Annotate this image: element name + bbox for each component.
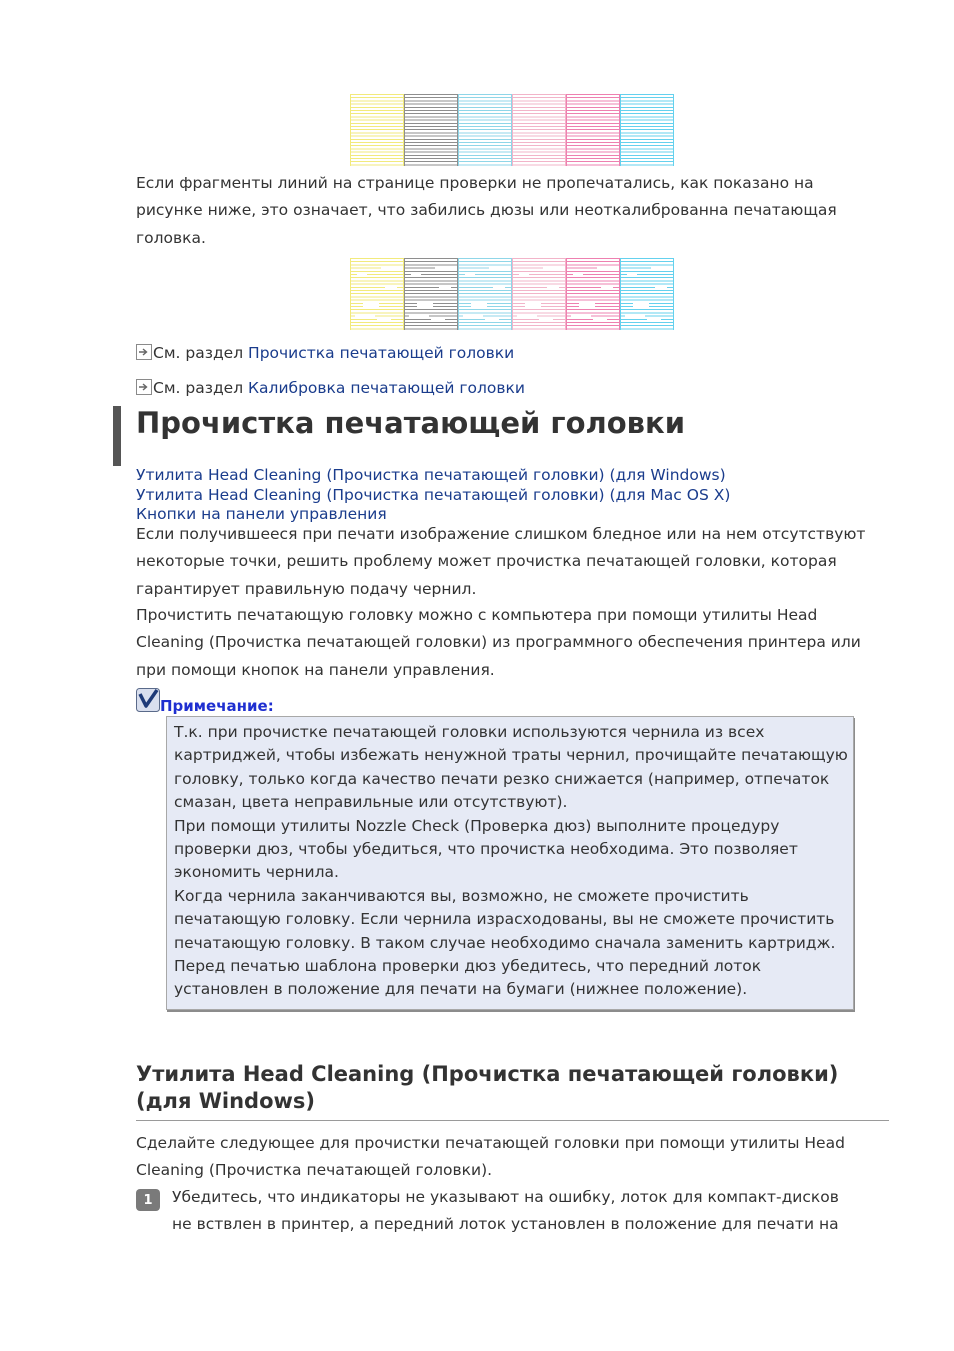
missing-segment <box>525 302 541 308</box>
missing-segment <box>357 272 367 276</box>
missing-segment <box>597 266 619 271</box>
xref-head-alignment <box>136 379 836 401</box>
nozzle-pattern-good <box>350 94 672 166</box>
missing-segment <box>539 318 553 322</box>
missing-segment <box>463 314 483 319</box>
missing-segment <box>647 318 661 322</box>
missing-segment <box>465 272 475 276</box>
missing-segment <box>381 266 403 271</box>
missing-segment <box>601 286 613 290</box>
step-1-text: Убедитесь, что индикаторы не указывают на ошибку, лоток для компакт-дисков не вствлен в принтер, а передний лоток установлен в положение для печати на <box>172 1188 839 1234</box>
note-item: Перед печатью шаблона проверки дюз убедитесь, что передний лоток установлен в положение для печати на бумаги (нижнее положение). <box>174 957 762 999</box>
pattern-block-yellow-faulty <box>350 258 404 330</box>
missing-segment <box>517 314 537 319</box>
missing-segment <box>543 266 565 271</box>
note-text <box>174 721 849 1002</box>
missing-segment <box>593 318 607 322</box>
pattern-block-light-cyan <box>620 94 674 166</box>
missing-segment <box>435 266 457 271</box>
missing-segment <box>409 314 429 319</box>
missing-segment <box>363 302 379 308</box>
pattern-block-magenta-faulty <box>566 258 620 330</box>
missing-segment <box>655 286 667 290</box>
section-title: Прочистка печатающей головки <box>136 406 686 440</box>
missing-segment <box>355 314 375 319</box>
missing-segment <box>493 286 505 290</box>
subsection-rule <box>136 1120 889 1121</box>
missing-segment <box>485 318 499 322</box>
note-label: Примечание: <box>160 697 274 715</box>
subsection-intro: Сделайте следующее для прочистки печатающей головки при помощи утилиты Head Cleaning (Прочистка печатающей головки). <box>136 1134 845 1180</box>
xref-prefix: См. раздел <box>153 379 249 397</box>
step-number-badge: 1 <box>136 1189 160 1211</box>
note-item: Когда чернила заканчиваются вы, возможно, не сможете прочистить печатающую головку. Если чернила израсходованы, вы не сможете прочистить печатающую головку. В таком случае необходимо сначала заменить картридж. <box>174 886 836 952</box>
missing-segment <box>625 314 645 319</box>
pattern-block-light-magenta-faulty <box>512 258 566 330</box>
missing-segment <box>573 272 583 276</box>
missing-segment <box>519 272 529 276</box>
note-item: Т.к. при прочистке печатающей головки используются чернила из всех картриджей, чтобы избежать ненужной траты чернил, прочищайте печатающую головку, только когда качество печати резко снижается (например, отпечаток смазан, цвета неправильные или отсутствуют). <box>174 723 848 812</box>
missing-segment <box>489 266 511 271</box>
xref-head-cleaning <box>136 344 836 366</box>
missing-segment <box>633 302 649 308</box>
missing-segment <box>651 266 673 271</box>
xref-prefix: См. раздел <box>153 344 249 362</box>
missing-segment <box>471 302 487 308</box>
arrow-reference-icon <box>136 379 152 395</box>
pattern-block-magenta <box>566 94 620 166</box>
arrow-reference-icon <box>136 344 152 360</box>
xref-link-head-cleaning[interactable]: Прочистка печатающей головки <box>248 344 515 362</box>
toc-link-windows[interactable]: Утилита Head Cleaning (Прочистка печатающей головки) (для Windows) <box>136 466 726 484</box>
missing-segment <box>439 286 451 290</box>
nozzle-pattern-faulty <box>350 258 672 330</box>
xref-link-head-alignment[interactable]: Калибровка печатающей головки <box>248 379 525 397</box>
pattern-block-yellow <box>350 94 404 166</box>
missing-segment <box>579 302 595 308</box>
note-item: При помощи утилиты Nozzle Check (Проверка дюз) выполните процедуру проверки дюз, чтобы убедиться, что прочистка необходима. Это позволяет экономить чернила. <box>174 816 798 882</box>
body-paragraph-2: Прочистить печатающую головку можно с компьютера при помощи утилиты Head Cleaning (Прочистка печатающей головки) из программного обеспечения принтера или при помощи кнопок на панели управления. <box>136 606 861 679</box>
section-heading-bar <box>113 406 121 466</box>
pattern-block-cyan <box>458 94 512 166</box>
pattern-block-black-faulty <box>404 258 458 330</box>
pattern-block-black <box>404 94 458 166</box>
missing-segment <box>377 318 391 322</box>
toc-link-panel[interactable]: Кнопки на панели управления <box>136 505 387 523</box>
missing-segment <box>571 314 591 319</box>
missing-segment <box>417 302 433 308</box>
intro-paragraph: Если фрагменты линий на странице проверки не пропечатались, как показано на рисунке ниже, это означает, что забились дюзы или неоткалиброванна печатающая головка. <box>136 174 837 247</box>
body-paragraph-1: Если получившееся при печати изображение слишком бледное или на нем отсутствуют некоторые точки, решить проблему может прочистка печатающей головки, которая гарантирует правильную подачу чернил. <box>136 525 866 598</box>
missing-segment <box>547 286 559 290</box>
missing-segment <box>431 318 445 322</box>
toc-link-mac[interactable]: Утилита Head Cleaning (Прочистка печатающей головки) (для Mac OS X) <box>136 486 731 504</box>
note-check-icon <box>136 688 160 712</box>
pattern-block-light-magenta <box>512 94 566 166</box>
missing-segment <box>627 272 637 276</box>
pattern-block-light-cyan-faulty <box>620 258 674 330</box>
missing-segment <box>385 286 397 290</box>
subsection-title: Утилита Head Cleaning (Прочистка печатающей головки) (для Windows) <box>136 1062 839 1113</box>
missing-segment <box>411 272 421 276</box>
pattern-block-cyan-faulty <box>458 258 512 330</box>
